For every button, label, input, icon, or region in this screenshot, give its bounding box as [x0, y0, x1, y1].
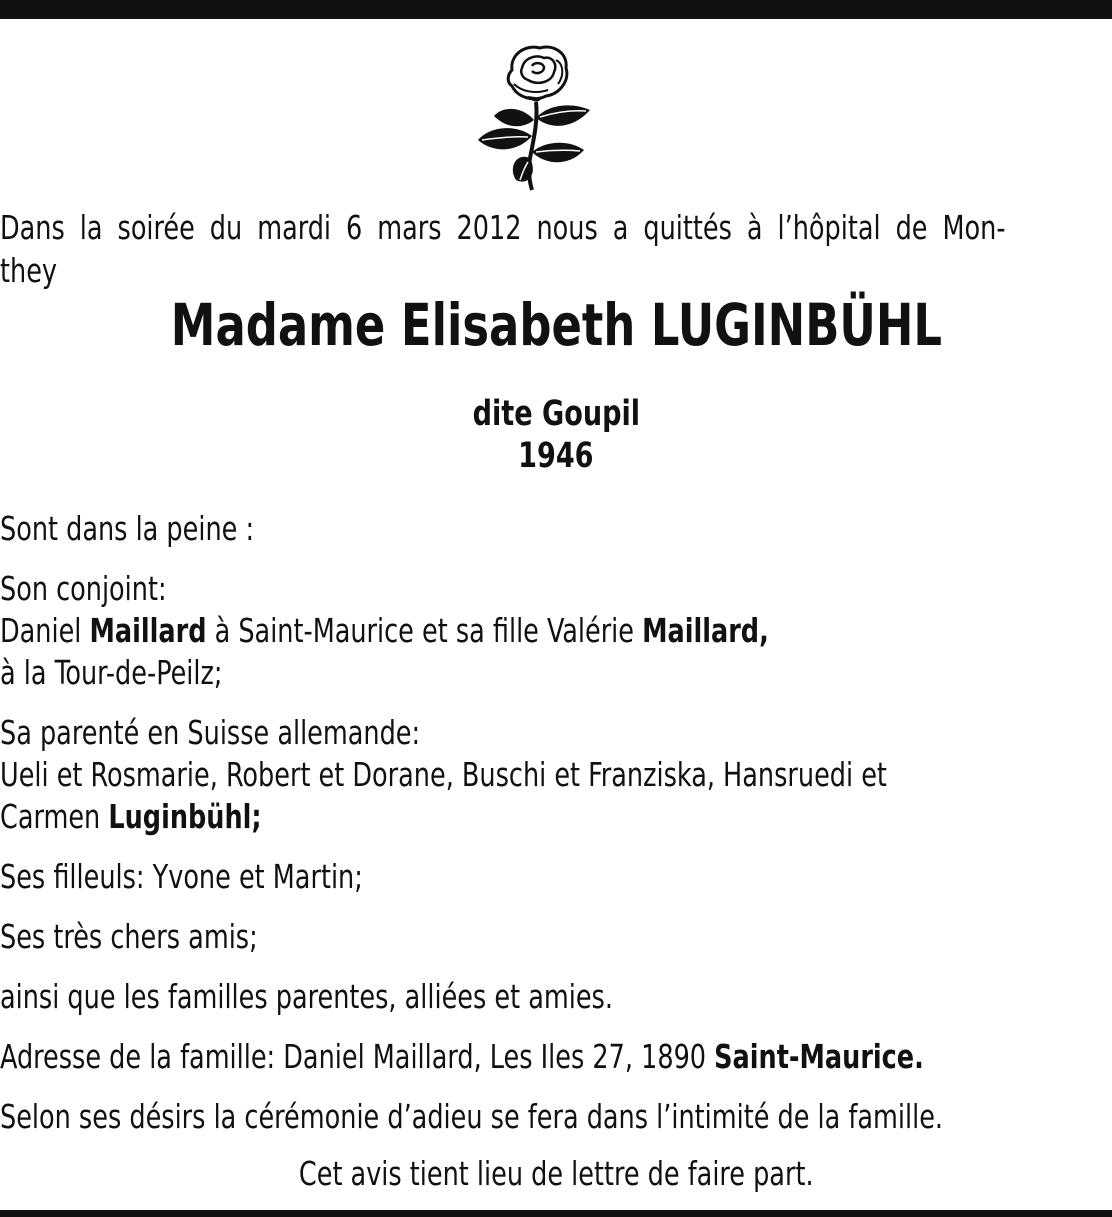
- rose-icon: [472, 40, 600, 192]
- closing-text: Cet avis tient lieu de lettre de faire part.: [298, 1154, 814, 1193]
- deceased-year: [0, 436, 1112, 476]
- conjoint-mid: à Saint-Maurice et sa fille Valérie: [206, 611, 643, 650]
- conjoint-line: [0, 610, 956, 652]
- ceremony-line: Selon ses désirs la cérémonie d’adieu se fera dans l’intimité de la famille.: [0, 1097, 944, 1136]
- conjoint-last: Maillard: [89, 611, 207, 650]
- daughter-place: à la Tour-de-Peilz;: [0, 653, 223, 692]
- deceased-alias-text: dite Goupil: [472, 394, 640, 434]
- closing-line: [0, 1153, 1112, 1195]
- deceased-name: [0, 290, 1112, 360]
- conjoint-label: Son conjoint:: [0, 569, 167, 608]
- mourners-heading: Sont dans la peine :: [0, 509, 255, 548]
- intro-line-2: they: [0, 251, 58, 290]
- parente-line-1: Ueli et Rosmarie, Robert et Dorane, Buschi et Franziska, Hansruedi et: [0, 755, 887, 794]
- daughter-last: Maillard,: [642, 611, 769, 650]
- conjoint-first: Daniel: [0, 611, 90, 650]
- family-address: [0, 1036, 956, 1078]
- top-border-rule: [0, 0, 1112, 19]
- deceased-name-text: Madame Elisabeth LUGINBÜHL: [170, 291, 942, 359]
- bottom-border-rule: [0, 1210, 1112, 1217]
- amis-line: Ses très chers amis;: [0, 917, 258, 956]
- parente-last: Luginbühl;: [108, 797, 262, 836]
- parente-label: Sa parenté en Suisse allemande:: [0, 713, 421, 752]
- filleuls-line: Ses filleuls: Yvone et Martin;: [0, 857, 363, 896]
- deceased-alias: [0, 394, 1112, 434]
- address-text: Adresse de la famille: Daniel Maillard, Les Iles 27, 1890: [0, 1037, 715, 1076]
- familles-line: ainsi que les familles parentes, alliées et amies.: [0, 977, 613, 1016]
- intro-line-1: Dans la soirée du mardi 6 mars 2012 nous a quittés à l’hôpital de Mon-: [0, 208, 1006, 247]
- parente-line-2: [0, 796, 956, 838]
- address-city: Saint-Maurice.: [714, 1037, 924, 1076]
- deceased-year-text: 1946: [518, 436, 594, 476]
- parente-first: Carmen: [0, 797, 109, 836]
